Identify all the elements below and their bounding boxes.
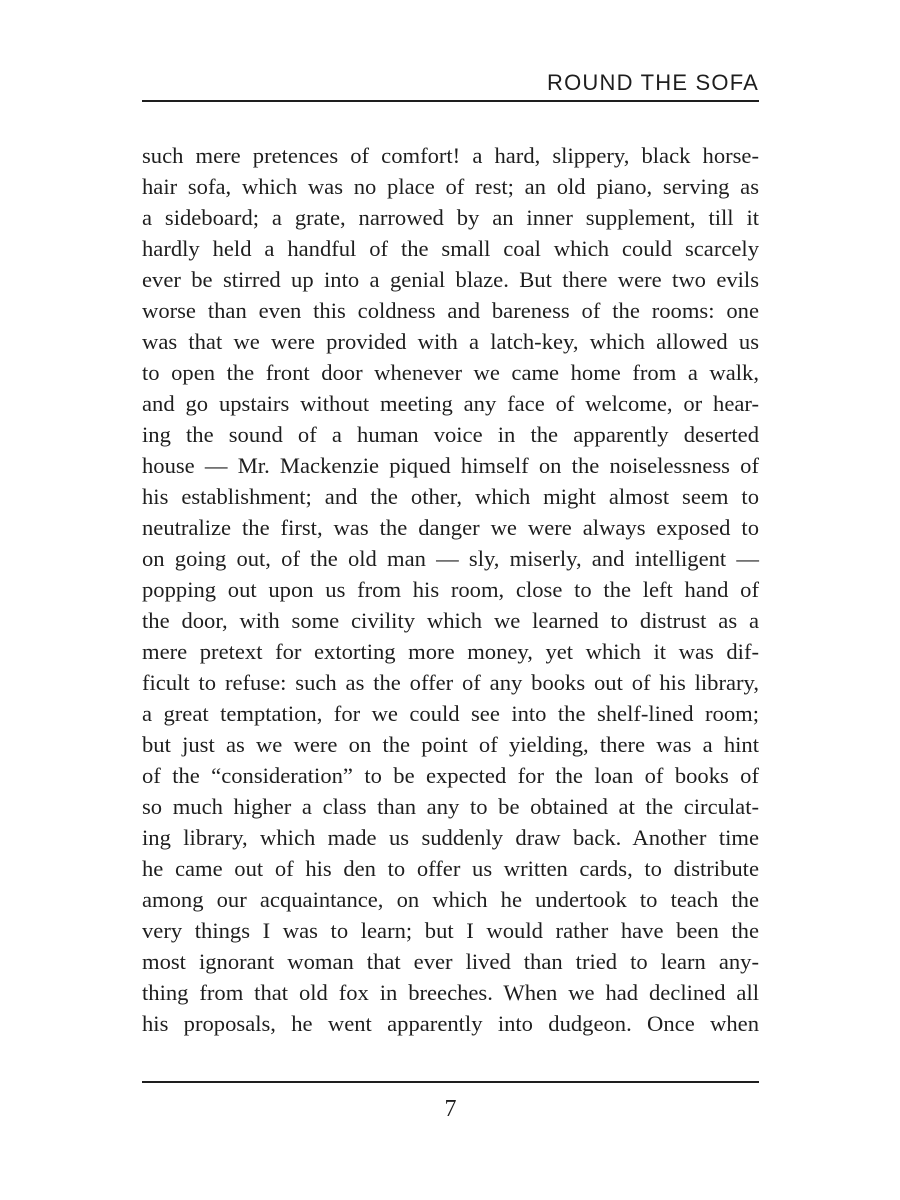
text-line: hardly held a handful of the small coal which could scarcely [142, 236, 759, 261]
text-line: ing the sound of a human voice in the apparently deserted [142, 422, 759, 447]
text-line: he came out of his den to offer us written cards, to distribute [142, 856, 759, 881]
text-line: popping out upon us from his room, close to the left hand of [142, 577, 759, 602]
running-title: ROUND THE SOFA [547, 70, 759, 95]
text-line: of the “consideration” to be expected for the loan of books of [142, 763, 759, 788]
footer-rule [142, 1081, 759, 1083]
text-line: ficult to refuse: such as the offer of any books out of his library, [142, 670, 759, 695]
text-line: such mere pretences of comfort! a hard, slippery, black horse- [142, 143, 759, 168]
text-line: worse than even this coldness and bareness of the rooms: one [142, 298, 759, 323]
text-line: to open the front door whenever we came home from a walk, [142, 360, 759, 385]
text-line: a great temptation, for we could see into the shelf-lined room; [142, 701, 759, 726]
body-text [142, 140, 759, 1039]
text-line: the door, with some civility which we learned to distrust as a [142, 608, 759, 633]
text-line: hair sofa, which was no place of rest; an old piano, serving as [142, 174, 759, 199]
text-line: a sideboard; a grate, narrowed by an inner supplement, till it [142, 205, 759, 230]
text-line: and go upstairs without meeting any face of welcome, or hear- [142, 391, 759, 416]
text-line: ing library, which made us suddenly draw back. Another time [142, 825, 759, 850]
text-line: was that we were provided with a latch-key, which allowed us [142, 329, 759, 354]
text-line: among our acquaintance, on which he undertook to teach the [142, 887, 759, 912]
text-line: most ignorant woman that ever lived than tried to learn any- [142, 949, 759, 974]
text-line: mere pretext for extorting more money, yet which it was dif- [142, 639, 759, 664]
text-line: so much higher a class than any to be obtained at the circulat- [142, 794, 759, 819]
header-rule [142, 100, 759, 102]
text-line: on going out, of the old man — sly, miserly, and intelligent — [142, 546, 759, 571]
text-line: thing from that old fox in breeches. When we had declined all [142, 980, 759, 1005]
text-line: his establishment; and the other, which might almost seem to [142, 484, 759, 509]
text-line: his proposals, he went apparently into dudgeon. Once when [142, 1011, 759, 1036]
text-line: neutralize the first, was the danger we were always exposed to [142, 515, 759, 540]
text-line: very things I was to learn; but I would rather have been the [142, 918, 759, 943]
text-line: but just as we were on the point of yielding, there was a hint [142, 732, 759, 757]
text-line: house — Mr. Mackenzie piqued himself on the noiselessness of [142, 453, 759, 478]
text-line: ever be stirred up into a genial blaze. But there were two evils [142, 267, 759, 292]
page-number: 7 [444, 1096, 457, 1122]
